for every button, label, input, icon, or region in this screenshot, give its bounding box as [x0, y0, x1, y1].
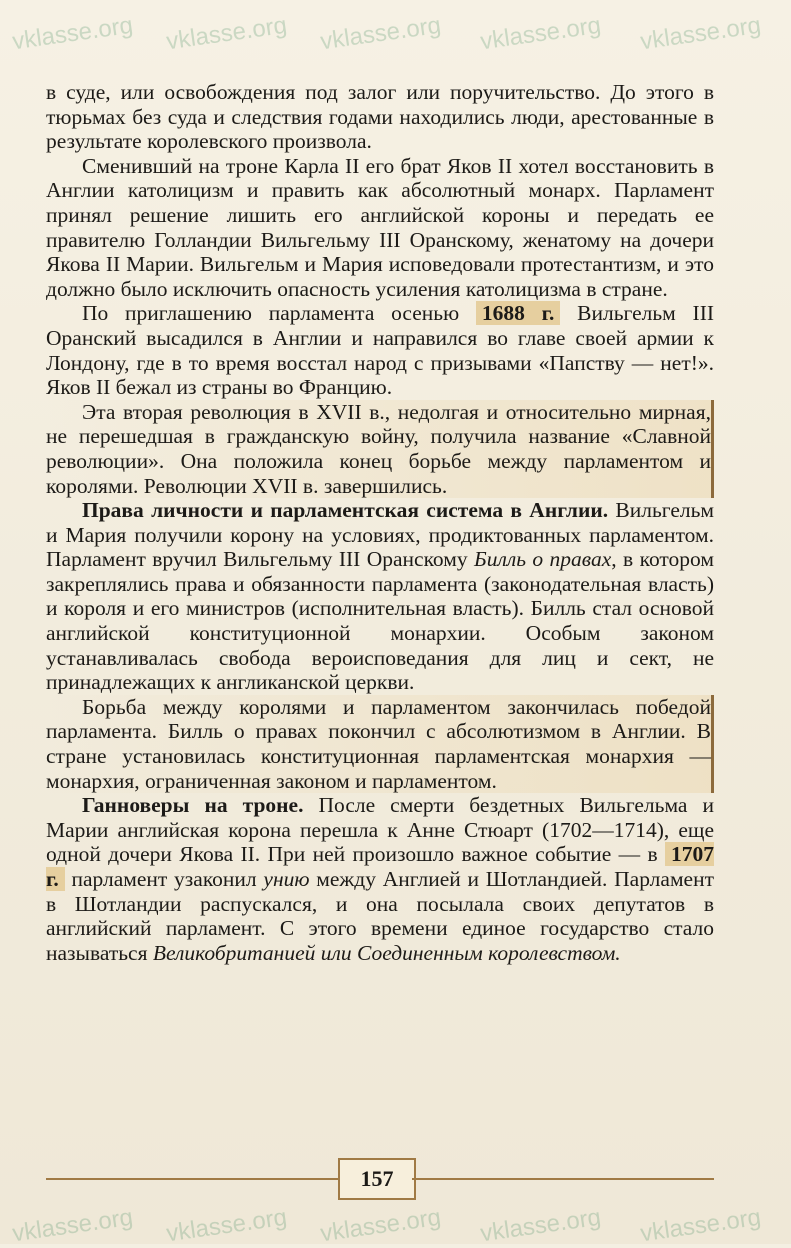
italic-term: Великобританией или Соединенным королевством. [152, 940, 621, 965]
watermark: vklasse.org [638, 1203, 763, 1248]
highlighted-box [46, 695, 714, 793]
paragraph: Борьба между королями и парламентом закончилась победой парламента. Билль о правах покончил с абсолютизмом в Англии. В стране установилась конституционная парламентская монархия — монархия, ограниченная законом и парламентом. [46, 694, 711, 793]
footer-rule-left [46, 1178, 338, 1180]
watermark: vklasse.org [318, 1203, 443, 1248]
paragraph: Сменивший на троне Карла II его брат Яков II хотел восстановить в Англии католицизм и править как абсолютный монарх. Парламент принял решение лишить его английской короны и передать ее правителю Голландии Вильгельму III Оранскому, женатому на дочери Якова II Марии. Вильгельм и Мария исповедовали протестантизм, и это должно было исключить опасность усиления католицизма в стране. [46, 153, 714, 301]
watermark: vklasse.org [478, 1203, 603, 1248]
text-run: После смерти бездетных Вильгельма и Марии английская корона перешла к Анне Стюарт (1702—1714), еще одной дочери Якова II. При ней произошло важное событие — в [46, 793, 714, 867]
highlighted-year: 1688 г. [476, 301, 560, 325]
text-run: между Англией и Шотландией. Парламент в Шотландии распускался, и она посылала своих депутатов в английский парламент. С этого времени единое государство стало называться [46, 867, 714, 965]
paragraph [46, 301, 714, 399]
text-run: По приглашению парламента осенью [82, 301, 476, 326]
page-number: 157 [338, 1158, 416, 1200]
watermark: vklasse.org [10, 11, 135, 56]
text-run: , в котором закреплялись права и обязанности парламента (законодательная власть) и короля и его министров (исполнительная власть). Билль стал основой английской конституционной монархии. Особым законом устанавливалась свобода вероисповедания для лиц и сект, не принадлежащих к англиканской церкви. [46, 547, 714, 695]
watermark: vklasse.org [478, 11, 603, 56]
watermark: vklasse.org [164, 11, 289, 56]
paragraph: в суде, или освобождения под залог или поручительство. До этого в тюрьмах без суда и следствия годами находились люди, арестованные в результате королевского произвола. [46, 80, 714, 154]
main-text [46, 80, 714, 965]
section-heading: Права личности и парламентская система в Англии. [82, 498, 609, 523]
text-run: Вильгельм и Мария получили корону на условиях, продиктованных парламентом. Парламент вручил Вильгельму III Оранскому [46, 498, 714, 572]
paragraph [46, 498, 714, 695]
text-run: парламент узаконил [64, 867, 264, 891]
watermark: vklasse.org [318, 11, 443, 56]
paragraph [46, 793, 714, 965]
italic-term: Билль о правах [474, 547, 612, 572]
section-heading: Ганноверы на троне. [82, 793, 304, 818]
footer-rule-right [412, 1178, 714, 1180]
paragraph: Эта вторая революция в XVII в., недолгая и относительно мирная, не перешедшая в гражданскую войну, получила название «Славной революции». Она положила конец борьбе между парламентом и королями. Революции XVII в. завершились. [46, 399, 711, 498]
highlighted-box [46, 400, 714, 498]
highlighted-year: 1707 г. [46, 842, 714, 891]
watermark: vklasse.org [164, 1203, 289, 1248]
watermark: vklasse.org [638, 11, 763, 56]
text-run: Вильгельм III Оранский высадился в Англии и направился во главе своей армии к Лондону, где в то время восстал народ с призывами «Папству — нет!». Яков II бежал из страны во Францию. [46, 301, 715, 400]
watermark: vklasse.org [10, 1203, 135, 1248]
italic-term: унию [263, 867, 310, 891]
